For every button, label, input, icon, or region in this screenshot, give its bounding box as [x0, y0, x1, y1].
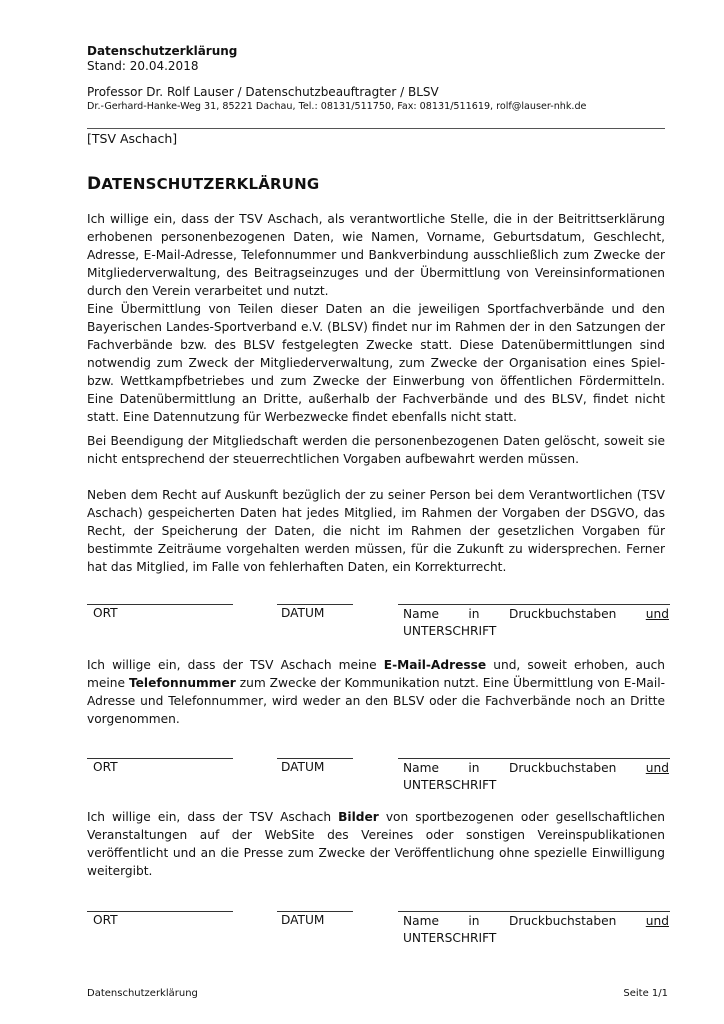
name-word-2: in	[468, 761, 480, 775]
name-word-4: und	[645, 761, 669, 775]
document-header-title: Datenschutzerklärung	[87, 44, 238, 58]
signature-line-place	[87, 758, 233, 759]
signature-line-date	[277, 911, 353, 912]
paragraph-1: Ich willige ein, dass der TSV Aschach, als verantwortliche Stelle, die in der Beitrittserklärung erhobenen personenbezogenen Daten, wie Namen, Vorname, Geburtsdatum, Geschlecht, Adresse, E-Mail-Adresse, Telefonnummer und Bankverbindung ausschließlich zum Zwecke der Mitgliederverwaltung, des Beitragseinzuges und der Übermittlung von Vereinsinformationen durch den Verein verarbeitet und nutzt.	[87, 212, 665, 298]
author-line: Professor Dr. Rolf Lauser / Datenschutzbeauftragter / BLSV	[87, 85, 439, 99]
paragraph-6	[87, 808, 665, 880]
paragraph-5-text-c: und, soweit erhoben, auch meine	[87, 658, 665, 690]
paragraph-2: Eine Übermittlung von Teilen dieser Daten an die jeweiligen Sportfachverbände und den Bayerischen Landes-Sportverband e.V. (BLSV) findet nur im Rahmen der in den Satzungen der Fachverbände bzw. des BLSV festgelegten Zwecke statt. Diese Datenübermittlungen sind notwendig zum Zweck der Mitgliederverwaltung, zum Zwecke der Organisation eines Spiel- bzw. Wettkampfbetriebes und zum Zwecke der Einwerbung von öffentlichen Fördermitteln. Eine Datenübermittlung an Dritte, außerhalb der Fachverbände und des BLSV, findet nicht statt. Eine Datennutzung für Werbezwecke findet ebenfalls nicht statt.	[87, 302, 665, 424]
paragraph-5	[87, 656, 665, 728]
name-word-1: Name	[403, 914, 439, 928]
signature-line-name	[398, 758, 670, 759]
page-title-initial: D	[87, 174, 102, 194]
label-name-signature	[403, 913, 669, 947]
paragraph-3: Bei Beendigung der Mitgliedschaft werden die personenbezogenen Daten gelöscht, soweit sie nicht entsprechend der steuerrechtlichen Vorgaben aufbewahrt werden müssen.	[87, 434, 665, 466]
name-word-4: und	[645, 607, 669, 621]
signature-line-place	[87, 911, 233, 912]
label-signature: UNTERSCHRIFT	[403, 778, 497, 792]
label-date: DATUM	[281, 913, 325, 927]
label-place: ORT	[93, 760, 118, 774]
signature-line-date	[277, 604, 353, 605]
header-divider	[87, 128, 665, 129]
name-word-1: Name	[403, 761, 439, 775]
page-number: Seite 1/1	[623, 988, 668, 999]
paragraph-5-email-bold: E-Mail-Adresse	[383, 658, 487, 672]
paragraph-deletion	[87, 432, 665, 468]
consent-paragraph-data-processing	[87, 210, 665, 426]
paragraph-6-text-c: von sportbezogenen oder gesellschaftlichen Veranstaltungen auf der WebSite des Vereines oder sonstigen Vereinspublikationen veröffentlicht und an die Presse zum Zwecke der Veröffentlichung ohne spezielle Einwilligung weitergibt.	[87, 810, 665, 878]
footer-title: Datenschutzerklärung	[87, 988, 198, 999]
consent-paragraph-email	[87, 656, 665, 728]
signature-line-place	[87, 604, 233, 605]
page-title	[87, 174, 319, 194]
club-name: [TSV Aschach]	[87, 131, 178, 146]
label-signature: UNTERSCHRIFT	[403, 931, 497, 945]
name-word-3: Druckbuchstaben	[509, 607, 617, 621]
name-word-2: in	[468, 914, 480, 928]
paragraph-6-text-a: Ich willige ein, dass der TSV Aschach	[87, 810, 339, 824]
name-word-3: Druckbuchstaben	[509, 914, 617, 928]
document-date: Stand: 20.04.2018	[87, 59, 199, 73]
name-word-4: und	[645, 914, 669, 928]
label-place: ORT	[93, 606, 118, 620]
consent-paragraph-pictures	[87, 808, 665, 880]
paragraph-rights	[87, 486, 665, 576]
signature-line-name	[398, 911, 670, 912]
label-signature: UNTERSCHRIFT	[403, 624, 497, 638]
signature-line-date	[277, 758, 353, 759]
page-title-rest: ATENSCHUTZERKLÄRUNG	[101, 175, 320, 193]
name-word-3: Druckbuchstaben	[509, 761, 617, 775]
paragraph-5-phone-bold: Telefonnummer	[128, 676, 236, 690]
author-contact: Dr.-Gerhard-Hanke-Weg 31, 85221 Dachau, Tel.: 08131/511750, Fax: 08131/511619, rolf@lauser-nhk.de	[87, 101, 587, 112]
paragraph-4: Neben dem Recht auf Auskunft bezüglich der zu seiner Person bei dem Verantwortlichen (TSV Aschach) gespeicherten Daten hat jedes Mitglied, im Rahmen der Vorgaben der DSGVO, das Recht, der Speicherung der Daten, die nicht im Rahmen der gesetzlichen Vorgaben für bestimmte Zeiträume vorgehalten werden müssen, für die Zukunft zu widersprechen. Ferner hat das Mitglied, im Falle von fehlerhaften Daten, ein Korrekturrecht.	[87, 488, 665, 574]
signature-line-name	[398, 604, 670, 605]
label-date: DATUM	[281, 606, 325, 620]
label-name-signature	[403, 606, 669, 640]
label-date: DATUM	[281, 760, 325, 774]
name-word-1: Name	[403, 607, 439, 621]
paragraph-5-text-a: Ich willige ein, dass der TSV Aschach meine	[87, 658, 384, 672]
paragraph-6-pictures-bold: Bilder	[338, 810, 379, 824]
label-name-signature	[403, 760, 669, 794]
name-word-2: in	[468, 607, 480, 621]
paragraph-5-text-e: zum Zwecke der Kommunikation nutzt. Eine Übermittlung von E-Mail-Adresse und Telefonnummer, wird weder an den BLSV oder die Fachverbände noch an Dritte vorgenommen.	[87, 676, 665, 726]
label-place: ORT	[93, 913, 118, 927]
